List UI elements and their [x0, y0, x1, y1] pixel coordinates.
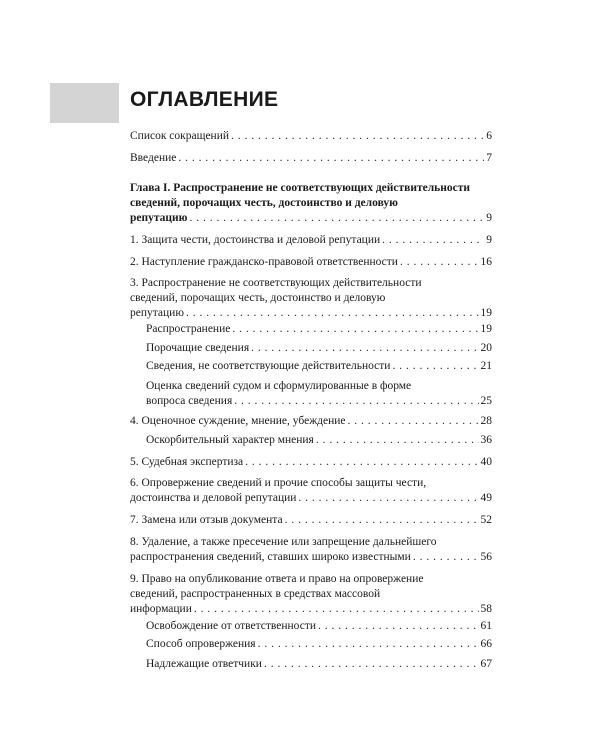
- toc-entry-text: 3. Распространение не соответствующих действительности: [130, 277, 422, 289]
- page-number: 7: [486, 152, 492, 164]
- toc-entry-text: Сведения, не соответствующие действительности: [146, 360, 391, 372]
- dot-leader: [400, 255, 479, 270]
- toc-entry-text: 6. Опровержение сведений и прочие способы защиты чести,: [130, 477, 427, 489]
- toc-section[interactable]: [130, 129, 492, 144]
- page-title: ОГЛАВЛЕНИЕ: [130, 88, 279, 111]
- toc-section[interactable]: [130, 255, 492, 270]
- dot-leader: [232, 322, 478, 337]
- toc-entry-text: 2. Наступление гражданско-правовой ответственности: [130, 256, 398, 268]
- toc-entry-text: 4. Оценочное суждение, мнение, убеждение: [130, 415, 346, 427]
- toc-entry-text: информации: [130, 603, 192, 615]
- toc-section[interactable]: [130, 414, 492, 429]
- page-number: 61: [480, 620, 492, 632]
- toc-section[interactable]: [130, 455, 492, 470]
- page-number: 67: [480, 658, 492, 670]
- toc-entry-text: 5. Судебная экспертиза: [130, 456, 244, 468]
- toc-subsection[interactable]: [146, 322, 492, 337]
- dot-leader: [298, 491, 478, 506]
- toc-subsection[interactable]: [146, 637, 492, 652]
- toc-entry-text: Оценка сведений судом и сформулированные в форме: [146, 380, 412, 392]
- toc-entry-text: 7. Замена или отзыв документа: [130, 514, 283, 526]
- toc-entry-text: сведений, порочащих честь, достоинство и деловую: [130, 197, 398, 209]
- toc-entry-text: Способ опровержения: [146, 638, 256, 650]
- toc-section[interactable]: [130, 276, 492, 321]
- toc-subsection[interactable]: [146, 341, 492, 356]
- toc-entry-text: Глава I. Распространение не соответствующих действительности: [130, 182, 470, 194]
- toc-subsection[interactable]: [146, 619, 492, 634]
- toc-entry-text: репутацию: [130, 212, 188, 224]
- toc-entry-text: Список сокращений: [130, 130, 230, 142]
- toc-entry-text: Введение: [130, 152, 177, 164]
- dot-leader: [348, 414, 479, 429]
- dot-leader: [234, 394, 478, 409]
- page-number: 36: [480, 434, 492, 446]
- dot-leader: [189, 211, 484, 226]
- dot-leader: [178, 151, 484, 166]
- toc-section[interactable]: [130, 151, 492, 166]
- toc-entry-text: Порочащие сведения: [146, 342, 250, 354]
- toc-subsection[interactable]: [146, 359, 492, 374]
- page-number: 6: [486, 130, 492, 142]
- dot-leader: [251, 341, 478, 356]
- toc-entry-text: сведений, порочащих честь, достоинство и деловую: [130, 292, 386, 304]
- page-number: 66: [480, 638, 492, 650]
- page-number: 58: [480, 603, 492, 615]
- toc-chapter[interactable]: [130, 181, 492, 226]
- dot-leader: [382, 233, 484, 248]
- toc-entry-text: Освобождение от ответственности: [146, 620, 316, 632]
- toc-subsection[interactable]: [146, 657, 492, 672]
- toc-entry-text: сведений, распространенных в средствах массовой: [130, 588, 381, 600]
- toc-entry-text: Оскорбительный характер мнения: [146, 434, 314, 446]
- page-number: 19: [480, 323, 492, 335]
- page-number: 19: [480, 307, 492, 319]
- dot-leader: [194, 602, 479, 617]
- dot-leader: [392, 359, 478, 374]
- dot-leader: [245, 455, 478, 470]
- page-number: 25: [480, 395, 492, 407]
- toc-entry-text: достоинства и деловой репутации: [130, 492, 297, 504]
- page-number: 20: [480, 342, 492, 354]
- dot-leader: [285, 513, 479, 528]
- toc-section[interactable]: [130, 513, 492, 528]
- toc-entry-text: Распространение: [146, 323, 231, 335]
- toc-subsection[interactable]: [146, 379, 492, 409]
- dot-leader: [318, 619, 479, 634]
- dot-leader: [258, 637, 479, 652]
- page-number: 40: [480, 456, 492, 468]
- toc-entry-text: 1. Защита чести, достоинства и деловой репутации: [130, 234, 381, 246]
- toc-entry-text: репутацию: [130, 307, 184, 319]
- toc-section[interactable]: [130, 572, 492, 617]
- toc-entry-text: 8. Удаление, а также пресечение или запрещение дальнейшего: [130, 536, 437, 548]
- toc-entry-text: Надлежащие ответчики: [146, 658, 262, 670]
- dot-leader: [316, 433, 479, 448]
- toc-entry-text: вопроса сведения: [146, 395, 233, 407]
- dot-leader: [231, 129, 484, 144]
- dot-leader: [413, 550, 479, 565]
- page-number: 52: [480, 514, 492, 526]
- dot-leader: [264, 657, 479, 672]
- dot-leader: [186, 306, 479, 321]
- page-number: 49: [480, 492, 492, 504]
- toc-entry-text: распространения сведений, ставших широко известными: [130, 551, 411, 563]
- toc-entry-text: 9. Право на опубликование ответа и право на опровержение: [130, 573, 424, 585]
- toc-section[interactable]: [130, 476, 492, 506]
- page-number: 28: [480, 415, 492, 427]
- page-number: 56: [480, 551, 492, 563]
- page-number: 16: [480, 256, 492, 268]
- page-number: 9: [486, 234, 492, 246]
- page-number: 9: [486, 212, 492, 224]
- toc-section[interactable]: [130, 535, 492, 565]
- toc-section[interactable]: [130, 233, 492, 248]
- page-number: 21: [480, 360, 492, 372]
- toc-subsection[interactable]: [146, 433, 492, 448]
